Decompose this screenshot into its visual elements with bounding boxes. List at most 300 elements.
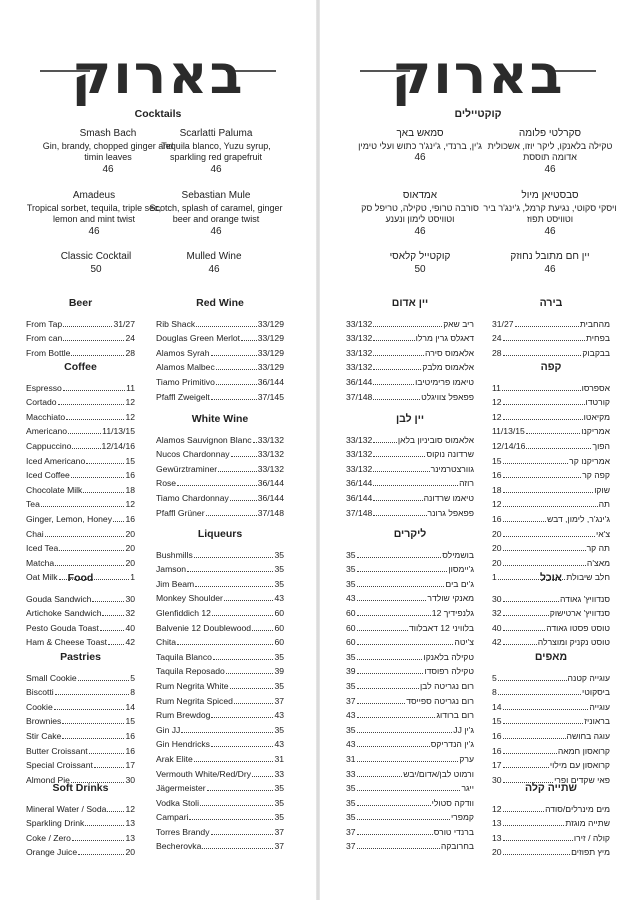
item-name: Rose: [156, 478, 177, 489]
item-name: Becherovka: [156, 841, 202, 852]
dot-leader: [502, 390, 581, 391]
item-price: 37: [346, 826, 356, 837]
menu-item-row: [156, 359, 284, 374]
item-price: 12: [125, 499, 135, 510]
red-wine-section: [346, 295, 474, 403]
dot-leader: [503, 506, 598, 507]
hebrew-menu-page: [320, 0, 636, 900]
item-name: אמריקנו: [581, 426, 610, 437]
white-wine-section: [346, 411, 474, 519]
item-price: 35: [274, 549, 284, 560]
item-name: Campari: [156, 812, 189, 823]
menu-item-row: [156, 460, 284, 475]
item-name: עוגייה: [589, 701, 610, 712]
section-title: יין לבן: [395, 413, 425, 425]
item-price: 33/129: [257, 347, 284, 358]
item-name: Pfaffl Zweigelt: [156, 391, 210, 402]
item-name: Espresso: [26, 382, 62, 393]
dot-leader: [373, 442, 397, 443]
menu-item-row: [346, 794, 474, 809]
item-name: Nucos Chardonnay: [156, 449, 230, 460]
cocktail-desc: Tequila blanco, Yuzu syrup, sparkling red grapefruit: [161, 140, 271, 162]
dot-leader: [226, 673, 274, 674]
section-title: Red Wine: [196, 297, 244, 309]
item-name: Jamson: [156, 564, 187, 575]
dot-leader: [503, 565, 586, 566]
item-name: קורטדו: [585, 397, 610, 408]
menu-item-row: [26, 713, 135, 728]
section-title: אוכל: [540, 572, 562, 584]
coffee-section: [26, 359, 135, 583]
dot-leader: [503, 550, 586, 551]
cocktail-price: 46: [544, 225, 556, 237]
item-name: ג'ין הנדריקס: [430, 739, 474, 750]
item-price: 32: [125, 608, 135, 619]
menu-item-row: [346, 750, 474, 765]
item-price: 8: [492, 687, 497, 698]
dot-leader: [503, 463, 569, 464]
food-section: [492, 570, 610, 648]
item-price: 35: [274, 680, 284, 691]
item-name: גלנפידיך 12: [431, 607, 474, 618]
item-name: Tiamo Primitivo: [156, 376, 215, 387]
item-price: 36/144: [257, 478, 284, 489]
section-title: שתייה קלה: [525, 782, 577, 794]
item-price: 39: [346, 666, 356, 677]
item-name: Coke / Zero: [26, 832, 71, 843]
menu-item-row: [156, 388, 284, 403]
menu-item-row: [26, 394, 135, 409]
item-price: 60: [346, 637, 356, 648]
dot-leader: [503, 644, 537, 645]
item-price: 20: [125, 528, 135, 539]
dot-leader: [218, 471, 257, 472]
item-name: ג'ים בים: [445, 578, 474, 589]
item-price: 20: [125, 847, 135, 858]
item-price: 33: [274, 768, 284, 779]
dot-leader: [195, 586, 273, 587]
item-price: 16: [492, 730, 502, 741]
menu-item-row: [156, 590, 284, 605]
dot-leader: [194, 761, 274, 762]
item-price: 43: [346, 739, 356, 750]
dot-leader: [498, 694, 581, 695]
section-title: Food: [67, 572, 94, 584]
item-name: Special Croissant: [26, 760, 93, 771]
item-name: טוסט פסטו גאודה: [546, 622, 610, 633]
item-price: 35: [346, 724, 356, 735]
pastries-section: [26, 649, 135, 786]
item-name: Rib Shack: [156, 318, 196, 329]
item-name: Almond Pie: [26, 774, 70, 785]
item-name: שרדונה נוקוס: [426, 449, 474, 460]
item-price: 11: [492, 382, 501, 393]
dot-leader: [213, 659, 274, 660]
item-price: 43: [274, 593, 284, 604]
item-name: ג'יימסון: [448, 564, 474, 575]
menu-item-row: [492, 437, 610, 452]
item-price: 31: [346, 753, 356, 764]
dot-leader: [68, 433, 101, 434]
item-name: חלב שיבולת: [566, 572, 610, 583]
dot-leader: [503, 419, 583, 420]
logo-text: בארוק: [71, 43, 245, 106]
menu-item-row: [346, 823, 474, 838]
cocktail-desc: Scotch, splash of caramel, ginger beer and orange twist: [149, 202, 283, 224]
item-price: 35: [346, 783, 356, 794]
item-price: 20: [492, 543, 502, 554]
item-name: Artichoke Sandwich: [26, 608, 102, 619]
item-price: 33: [346, 768, 356, 779]
item-price: 20: [492, 557, 502, 568]
item-name: רוזה: [459, 478, 474, 489]
item-name: Pfaffl Grüner: [156, 507, 205, 518]
menu-item-row: [26, 496, 135, 511]
item-price: 33/132: [346, 318, 373, 329]
dot-leader: [202, 848, 273, 849]
item-name: Sparkling Drink: [26, 818, 85, 829]
menu-item-row: [346, 663, 474, 678]
dot-leader: [224, 600, 274, 601]
item-price: 17: [492, 760, 502, 771]
menu-item-row: [156, 677, 284, 692]
menu-item-row: [156, 344, 284, 359]
item-name: Orange Juice: [26, 847, 78, 858]
menu-item-row: [492, 510, 610, 525]
menu-item-row: [156, 619, 284, 634]
dot-leader: [108, 644, 124, 645]
menu-item-row: [346, 475, 474, 490]
item-price: 33/132: [346, 449, 373, 460]
item-name: רום ברודוג: [436, 710, 474, 721]
dot-leader: [357, 776, 403, 777]
item-price: 60: [274, 637, 284, 648]
menu-item-row: [492, 452, 610, 467]
item-name: Chai: [26, 528, 44, 539]
dot-leader: [373, 326, 442, 327]
cocktail-name: Sebastian Mule: [181, 190, 251, 201]
item-name: Pesto Gouda Toast: [26, 622, 99, 633]
cocktail-item: [480, 190, 620, 237]
dot-leader: [92, 601, 124, 602]
item-name: Jim Beam: [156, 578, 195, 589]
item-name: מהחבית: [579, 318, 610, 329]
menu-item-row: [26, 540, 135, 555]
dot-leader: [62, 738, 124, 739]
item-name: פפאפל צוויגלט: [421, 391, 474, 402]
dot-leader: [373, 369, 421, 370]
item-price: 40: [492, 622, 502, 633]
item-name: בראוניז: [584, 716, 610, 727]
item-price: 30: [492, 593, 502, 604]
cocktail-price: 46: [88, 225, 100, 237]
item-price: 15: [125, 455, 135, 466]
menu-item-row: [346, 546, 474, 561]
dot-leader: [503, 825, 565, 826]
menu-item-row: [26, 727, 135, 742]
dot-leader: [357, 586, 445, 587]
menu-item-row: [492, 496, 610, 511]
menu-item-row: [346, 575, 474, 590]
item-name: From can: [26, 333, 63, 344]
item-price: 14: [492, 701, 502, 712]
menu-item-row: [492, 800, 610, 815]
item-name: Taquila Blanco: [156, 651, 212, 662]
item-price: 60: [274, 622, 284, 633]
cocktail-desc: ויסקי סקוטי, נגיעת קרמל, ג'ינג'ר ביר וטוויסט תפוז: [483, 202, 617, 224]
menu-item-row: [346, 809, 474, 824]
item-price: 35: [274, 724, 284, 735]
dot-leader: [503, 355, 582, 356]
menu-item-row: [492, 619, 610, 634]
menu-item-row: [346, 388, 474, 403]
dot-leader: [357, 600, 427, 601]
dot-leader: [357, 703, 406, 704]
dot-leader: [357, 834, 433, 835]
menu-item-row: [156, 475, 284, 490]
menu-item-row: [26, 757, 135, 772]
menu-item-row: [156, 721, 284, 736]
cocktail-item: [144, 251, 284, 275]
item-price: 13: [125, 832, 135, 843]
dot-leader: [373, 384, 414, 385]
item-price: 37/145: [257, 391, 284, 402]
section-title: Coffee: [64, 361, 97, 373]
menu-item-row: [492, 634, 610, 649]
cocktail-desc: ג'ין, ברנדי, ג'ינג'ר כתוש ועלי טימין: [358, 140, 482, 151]
cocktail-item: [146, 190, 286, 237]
item-price: 33/132: [257, 434, 284, 445]
item-price: 12: [125, 397, 135, 408]
dot-leader: [373, 471, 429, 472]
item-price: 35: [346, 549, 356, 560]
menu-item-row: [492, 829, 610, 844]
menu-item-row: [346, 446, 474, 461]
dot-leader: [54, 709, 125, 710]
dot-leader: [503, 723, 584, 724]
section-title: White Wine: [191, 413, 249, 425]
coffee-section: [492, 359, 610, 583]
item-price: 12: [125, 411, 135, 422]
dot-leader: [211, 717, 273, 718]
item-price: 16: [125, 730, 135, 741]
dot-leader: [200, 805, 273, 806]
cocktail-item: [146, 128, 286, 175]
menu-item-row: [346, 460, 474, 475]
section-title: יין אדום: [391, 297, 429, 309]
dot-leader: [83, 492, 124, 493]
dot-leader: [216, 369, 257, 370]
menu-item-row: [492, 698, 610, 713]
item-price: 37: [346, 841, 356, 852]
dot-leader: [357, 615, 431, 616]
item-name: בושמילס: [442, 549, 474, 560]
menu-item-row: [346, 489, 474, 504]
menu-item-row: [156, 809, 284, 824]
item-name: Gin JJ: [156, 724, 181, 735]
menu-item-row: [346, 707, 474, 722]
item-price: 33/129: [257, 362, 284, 373]
dot-leader: [526, 448, 591, 449]
menu-item-row: [26, 467, 135, 482]
dot-leader: [100, 630, 125, 631]
item-price: 33/132: [257, 449, 284, 460]
dot-leader: [503, 709, 589, 710]
food-section: [26, 570, 135, 648]
item-name: עוגה בחושה: [566, 730, 610, 741]
item-price: 36/144: [257, 492, 284, 503]
item-name: שתייה מוגזת: [565, 818, 610, 829]
item-price: 11/13/15: [102, 426, 135, 437]
section-title: ליקרים: [393, 528, 427, 540]
item-price: 16: [492, 513, 502, 524]
item-name: אלאמוס סוביניון בלאן: [397, 434, 474, 445]
dot-leader: [373, 500, 422, 501]
item-name: Alamos Malbec: [156, 362, 215, 373]
item-name: תה: [598, 499, 610, 510]
item-price: 37: [274, 841, 284, 852]
item-name: בפחית: [585, 333, 610, 344]
dot-leader: [503, 340, 585, 341]
menu-item-row: [492, 315, 610, 330]
item-price: 35: [274, 564, 284, 575]
dot-leader: [503, 811, 545, 812]
menu-item-row: [26, 452, 135, 467]
dot-leader: [357, 630, 408, 631]
dot-leader: [212, 615, 273, 616]
item-price: 15: [492, 716, 502, 727]
dot-leader: [503, 521, 546, 522]
item-name: Alamos Syrah: [156, 347, 210, 358]
dot-leader: [55, 694, 130, 695]
item-name: Arak Elite: [156, 753, 193, 764]
menu-item-row: [26, 525, 135, 540]
item-name: בבקבוק: [582, 347, 610, 358]
dot-leader: [211, 746, 273, 747]
menu-item-row: [26, 330, 135, 345]
menu-item-row: [26, 605, 135, 620]
item-name: טוסט נקניק ומוצרלה: [537, 637, 610, 648]
item-price: 37: [274, 826, 284, 837]
dot-leader: [177, 644, 273, 645]
item-price: 5: [130, 672, 135, 683]
menu-item-row: [346, 780, 474, 795]
dot-leader: [252, 630, 273, 631]
item-name: קפה קר: [582, 470, 610, 481]
item-price: 35: [346, 651, 356, 662]
item-price: 16: [492, 745, 502, 756]
dot-leader: [72, 448, 100, 449]
item-price: 11/13/15: [492, 426, 525, 437]
cocktail-name: יין חם מתובל נחוזק: [510, 251, 590, 262]
cocktail-price: 46: [210, 163, 222, 175]
english-menu-page: [0, 0, 316, 900]
menu-item-row: [26, 315, 135, 330]
item-price: 32: [492, 608, 502, 619]
pastries-section: [492, 649, 610, 786]
item-name: מיץ תפוזים: [571, 847, 610, 858]
dot-leader: [211, 834, 274, 835]
item-name: Cortado: [26, 397, 57, 408]
dot-leader: [55, 565, 124, 566]
item-name: Chita: [156, 637, 177, 648]
item-price: 37: [346, 695, 356, 706]
cocktail-name: Amadeus: [72, 190, 116, 201]
menu-item-row: [492, 467, 610, 482]
menu-item-row: [346, 431, 474, 446]
dot-leader: [357, 673, 424, 674]
menu-item-row: [156, 750, 284, 765]
menu-item-row: [26, 742, 135, 757]
menu-item-row: [492, 554, 610, 569]
item-name: בחרובקה: [440, 841, 474, 852]
item-price: 30: [125, 593, 135, 604]
item-name: אספרסו: [581, 382, 610, 393]
dot-leader: [196, 326, 257, 327]
dot-leader: [503, 753, 557, 754]
section-title: Liqueurs: [197, 528, 243, 540]
menu-item-row: [156, 489, 284, 504]
item-name: Alamos Sauvignon Blanc: [156, 434, 252, 445]
item-price: 33/129: [257, 318, 284, 329]
menu-item-row: [156, 373, 284, 388]
item-name: בלוויני 12 דאבלווד: [408, 622, 474, 633]
dot-leader: [357, 571, 448, 572]
red-wine-section: [156, 295, 284, 403]
dot-leader: [41, 506, 125, 507]
item-price: 39: [274, 666, 284, 677]
dot-leader: [373, 456, 425, 457]
item-name: Iced Americano: [26, 455, 86, 466]
item-name: Gouda Sandwich: [26, 593, 92, 604]
item-price: 16: [125, 470, 135, 481]
menu-item-row: [492, 344, 610, 359]
menu-item-row: [156, 707, 284, 722]
item-name: Tea: [26, 499, 40, 510]
dot-leader: [45, 536, 125, 537]
item-name: Iced Tea: [26, 543, 59, 554]
item-price: 30: [492, 774, 502, 785]
item-name: עוגייה קטנה: [567, 672, 610, 683]
item-name: מאנקי שולדר: [427, 593, 474, 604]
menu-item-row: [492, 379, 610, 394]
item-price: 16: [125, 745, 135, 756]
menu-item-row: [492, 408, 610, 423]
dot-leader: [231, 456, 257, 457]
item-price: 33/132: [346, 347, 373, 358]
item-name: Torres Brandy: [156, 826, 210, 837]
menu-item-row: [26, 379, 135, 394]
item-price: 20: [492, 528, 502, 539]
cocktail-name: Mulled Wine: [186, 251, 242, 262]
item-price: 36/144: [346, 478, 373, 489]
cocktail-price: 50: [414, 263, 426, 275]
menu-item-row: [346, 619, 474, 634]
menu-item-row: [156, 663, 284, 678]
item-price: 16: [125, 513, 135, 524]
item-name: Gewürztraminer: [156, 463, 218, 474]
section-title: מאפים: [534, 651, 568, 663]
item-name: Tiamo Chardonnay: [156, 492, 229, 503]
menu-item-row: [346, 634, 474, 649]
cocktail-name: Smash Bach: [79, 128, 137, 139]
menu-item-row: [26, 634, 135, 649]
item-price: 12/14/16: [492, 440, 526, 451]
cocktail-name: Scarlatti Paluma: [179, 128, 253, 139]
item-price: 36/144: [257, 376, 284, 387]
menu-item-row: [26, 344, 135, 359]
item-name: מים מינרלים/סודה: [545, 803, 610, 814]
